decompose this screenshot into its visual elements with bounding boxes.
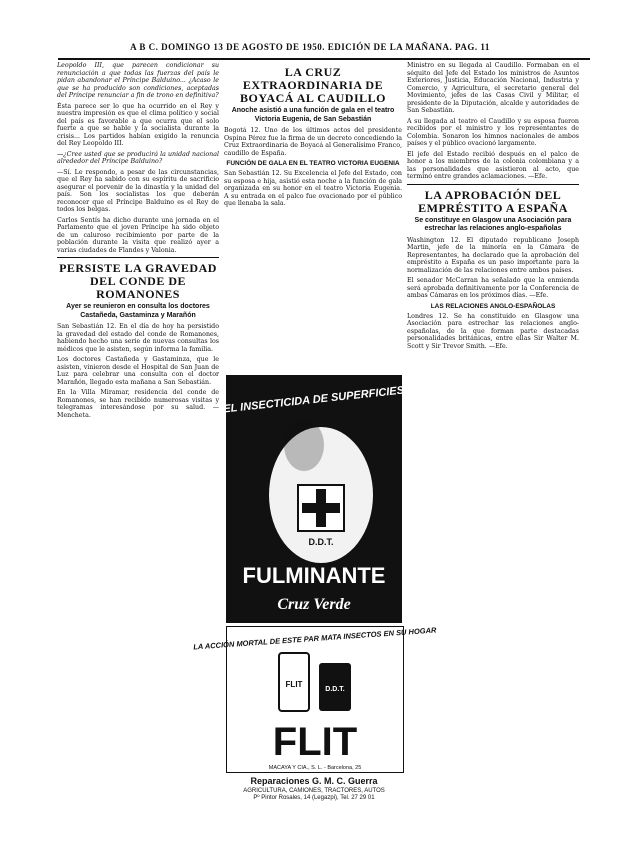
paragraph: Bogotá 12. Uno de los últimos actos del presidente Ospina Pérez fue la firma de un decreto concediendo la Cruz Extraordinaria de Boyacá al Generalísimo Franco, caudillo de España. [224,127,402,157]
paragraph: Ésta parece ser lo que ha ocurrido en el Rey y nuestra impresión es que el clima político y social del país es favorable a que ocurra que el solo fuerte a que se hable y la socialista durante la crisis... Los partidos habían exigido la renuncia del Rey Leopoldo III. [57,102,219,147]
subhead-aprobacion: Se constituye en Glasgow una Asociación para estrechar las relaciones anglo-españolas [414,216,572,232]
ddt-brand: FULMINANTE [242,563,386,588]
flit-ad-graphic [192,625,437,772]
paragraph: Los doctores Castañeda y Gastaminza, que le asisten, vinieron desde el Hospital de San Juan de Luz para celebrar una consulta con el doctor Marañón, llegado esta mañana a San Sebastián. [57,356,219,386]
headline-relaciones: LAS RELACIONES ANGLO-ESPAÑOLAS [430,302,556,310]
reparaciones-address: Pº Pintor Rosales, 14 (Legazpi), Tel. 27 29 01 [253,795,375,801]
reparaciones-line: AGRICULTURA, CAMIONES, TRACTORES, AUTOS [243,788,385,794]
page-header: A B C. DOMINGO 13 DE AGOSTO DE 1950. EDICIÓN DE LA MAÑANA. PAG. 11 [130,42,490,52]
header-rule [58,58,590,60]
flit-maker: MACAYA Y CIA., S. L. - Barcelona, 25 [268,765,362,771]
column-left [57,62,219,832]
column-right [407,62,579,832]
section-divider [57,257,219,258]
paragraph: El jefe del Estado recibió después en el palco de honor a los miembros de la colonia colombiana y a las personalidades que asistieron al acto, que terminó entre grandes aclamaciones. —Efe. [407,150,579,180]
paragraph: El senador McCarran ha señalado que la enmienda será aprobada definitivamente por la Conferencia de ambas Cámaras en los próximos días. —Efe. [407,277,579,299]
paragraph: En la Villa Miramar, residencia del conde de Romanones, se han recibido numerosas visitas y telegramas interesándose por su salud. —Mencheta. [57,389,219,419]
flit-slogan: LA ACCIÓN MORTAL DE ESTE PAR MATA INSECTOS EN SU HOGAR [192,625,437,652]
paragraph: Londres 12. Se ha constituido en Glasgow una Asociación para estrechar las relaciones anglo-españolas, de la que forman parte destacadas personalidades británicas, entre ellas Sir Walter M. Scott y Sir Trevor Smith. —Efe. [407,312,579,350]
ddt-label: D.D.T. [308,537,334,547]
headline-aprobacion: LA APROBACIÓN DEL EMPRÉSTITO A ESPAÑA [418,187,568,215]
flit-brand: FLIT [272,720,358,764]
paragraph: A su llegada al teatro el Caudillo y su esposa fueron recibidos por el ministro y los representantes de Colombia. Sonaron los himnos nacionales de ambos países y el público ovacionó largamente. [407,117,579,147]
column-center [224,62,402,372]
paragraph: San Sebastián 12. En el día de hoy ha persistido la gravedad del estado del conde de Romanones, habiendo hecho una serie de nuevas consultas los médicos que le asisten, según informa la familia. [57,323,219,353]
paragraph: San Sebastián 12. Su Excelencia el Jefe del Estado, con su esposa e hija, asistió esta noche a la función de gala organizada en su honor en el teatro Victoria Eugenia. A su entrada en el palco fue ovacionado por el público que llenaba la sala. [224,170,402,207]
reparaciones-title: Reparaciones G. M. C. Guerra [250,776,378,786]
headline-persiste: PERSISTE LA GRAVEDAD DEL CONDE DE ROMANONES [59,261,217,301]
headline-funcion: FUNCIÓN DE GALA EN EL TEATRO VICTORIA EUGENIA [226,160,400,167]
ddt-can-label: D.D.T. [325,686,345,693]
advert-reparaciones [226,774,402,830]
intro-italic: Leopoldo III, que parecen condicionar su renunciación a que todas las fuerzas del país le pidan abandonar el Príncipe Balduino... ¿Acaso le que se ha producido son condiciones, aceptadas del Príncipe renunciar a fin de trono en definitiva? [57,62,219,99]
ddt-tagline: Cruz Verde [277,596,351,613]
shoe-shadow-icon [284,419,324,471]
paragraph: Washington 12. El diputado republicano Joseph Martin, jefe de la minoría en la Cámara de Representantes, ha declarado que la aprobación del empréstito a España es un paso importante para la normalización de las relaciones entre ambos países. [407,236,579,274]
ddt-ad-graphic [222,375,405,623]
section-divider [407,184,579,185]
advert-ddt-fulminante [222,375,405,623]
subhead-cruz: Anoche asistió a una función de gala en el teatro Victoria Eugenia, de San Sebastián [231,107,395,123]
headline-cruz: LA CRUZ EXTRAORDINARIA DE BOYACÁ AL CAUDILLO [240,65,386,105]
interview-question: —¿Cree usted que se producirá la unidad nacional alrededor del Príncipe Balduino? [57,150,219,165]
paragraph: Ministro en su llegada al Caudillo. Formaban en el séquito del Jefe del Estado los ministros de Asuntos Exteriores, Justicia, Educación Nacional, Industria y Comercio, y Agricultura, el secretario general del Movimiento, jefes de las Casas Civil y Militar, el presidente de la Diputación, alcalde y autoridades de San Sebastián. [407,62,579,114]
advert-flit [192,625,437,773]
paragraph: —Sí. Le respondo, a pesar de las circunstancias, que el Rey ha sabido con su espíritu de sacrificio asegurar el porvenir de la dinastía y la unidad del país. Son los socialistas los que deberán reconocer que el Príncipe Balduino es el Rey de todos los belgas. [57,168,219,213]
paragraph: Carlos Sentís ha dicho durante una jornada en el Parlamento que el joven Príncipe ha sido objeto de un caluroso recibimiento por parte de la población durante la visita que realizó ayer a varias ciudades de Flandes y Valonia. [57,216,219,254]
subhead-persiste: Ayer se reunieron en consulta los doctores Castañeda, Gastaminza y Marañón [66,303,210,319]
flit-can-label: FLIT [285,680,303,689]
ddt-ad-top-text: EL INSECTICIDA DE SUPERFICIES [222,384,405,416]
